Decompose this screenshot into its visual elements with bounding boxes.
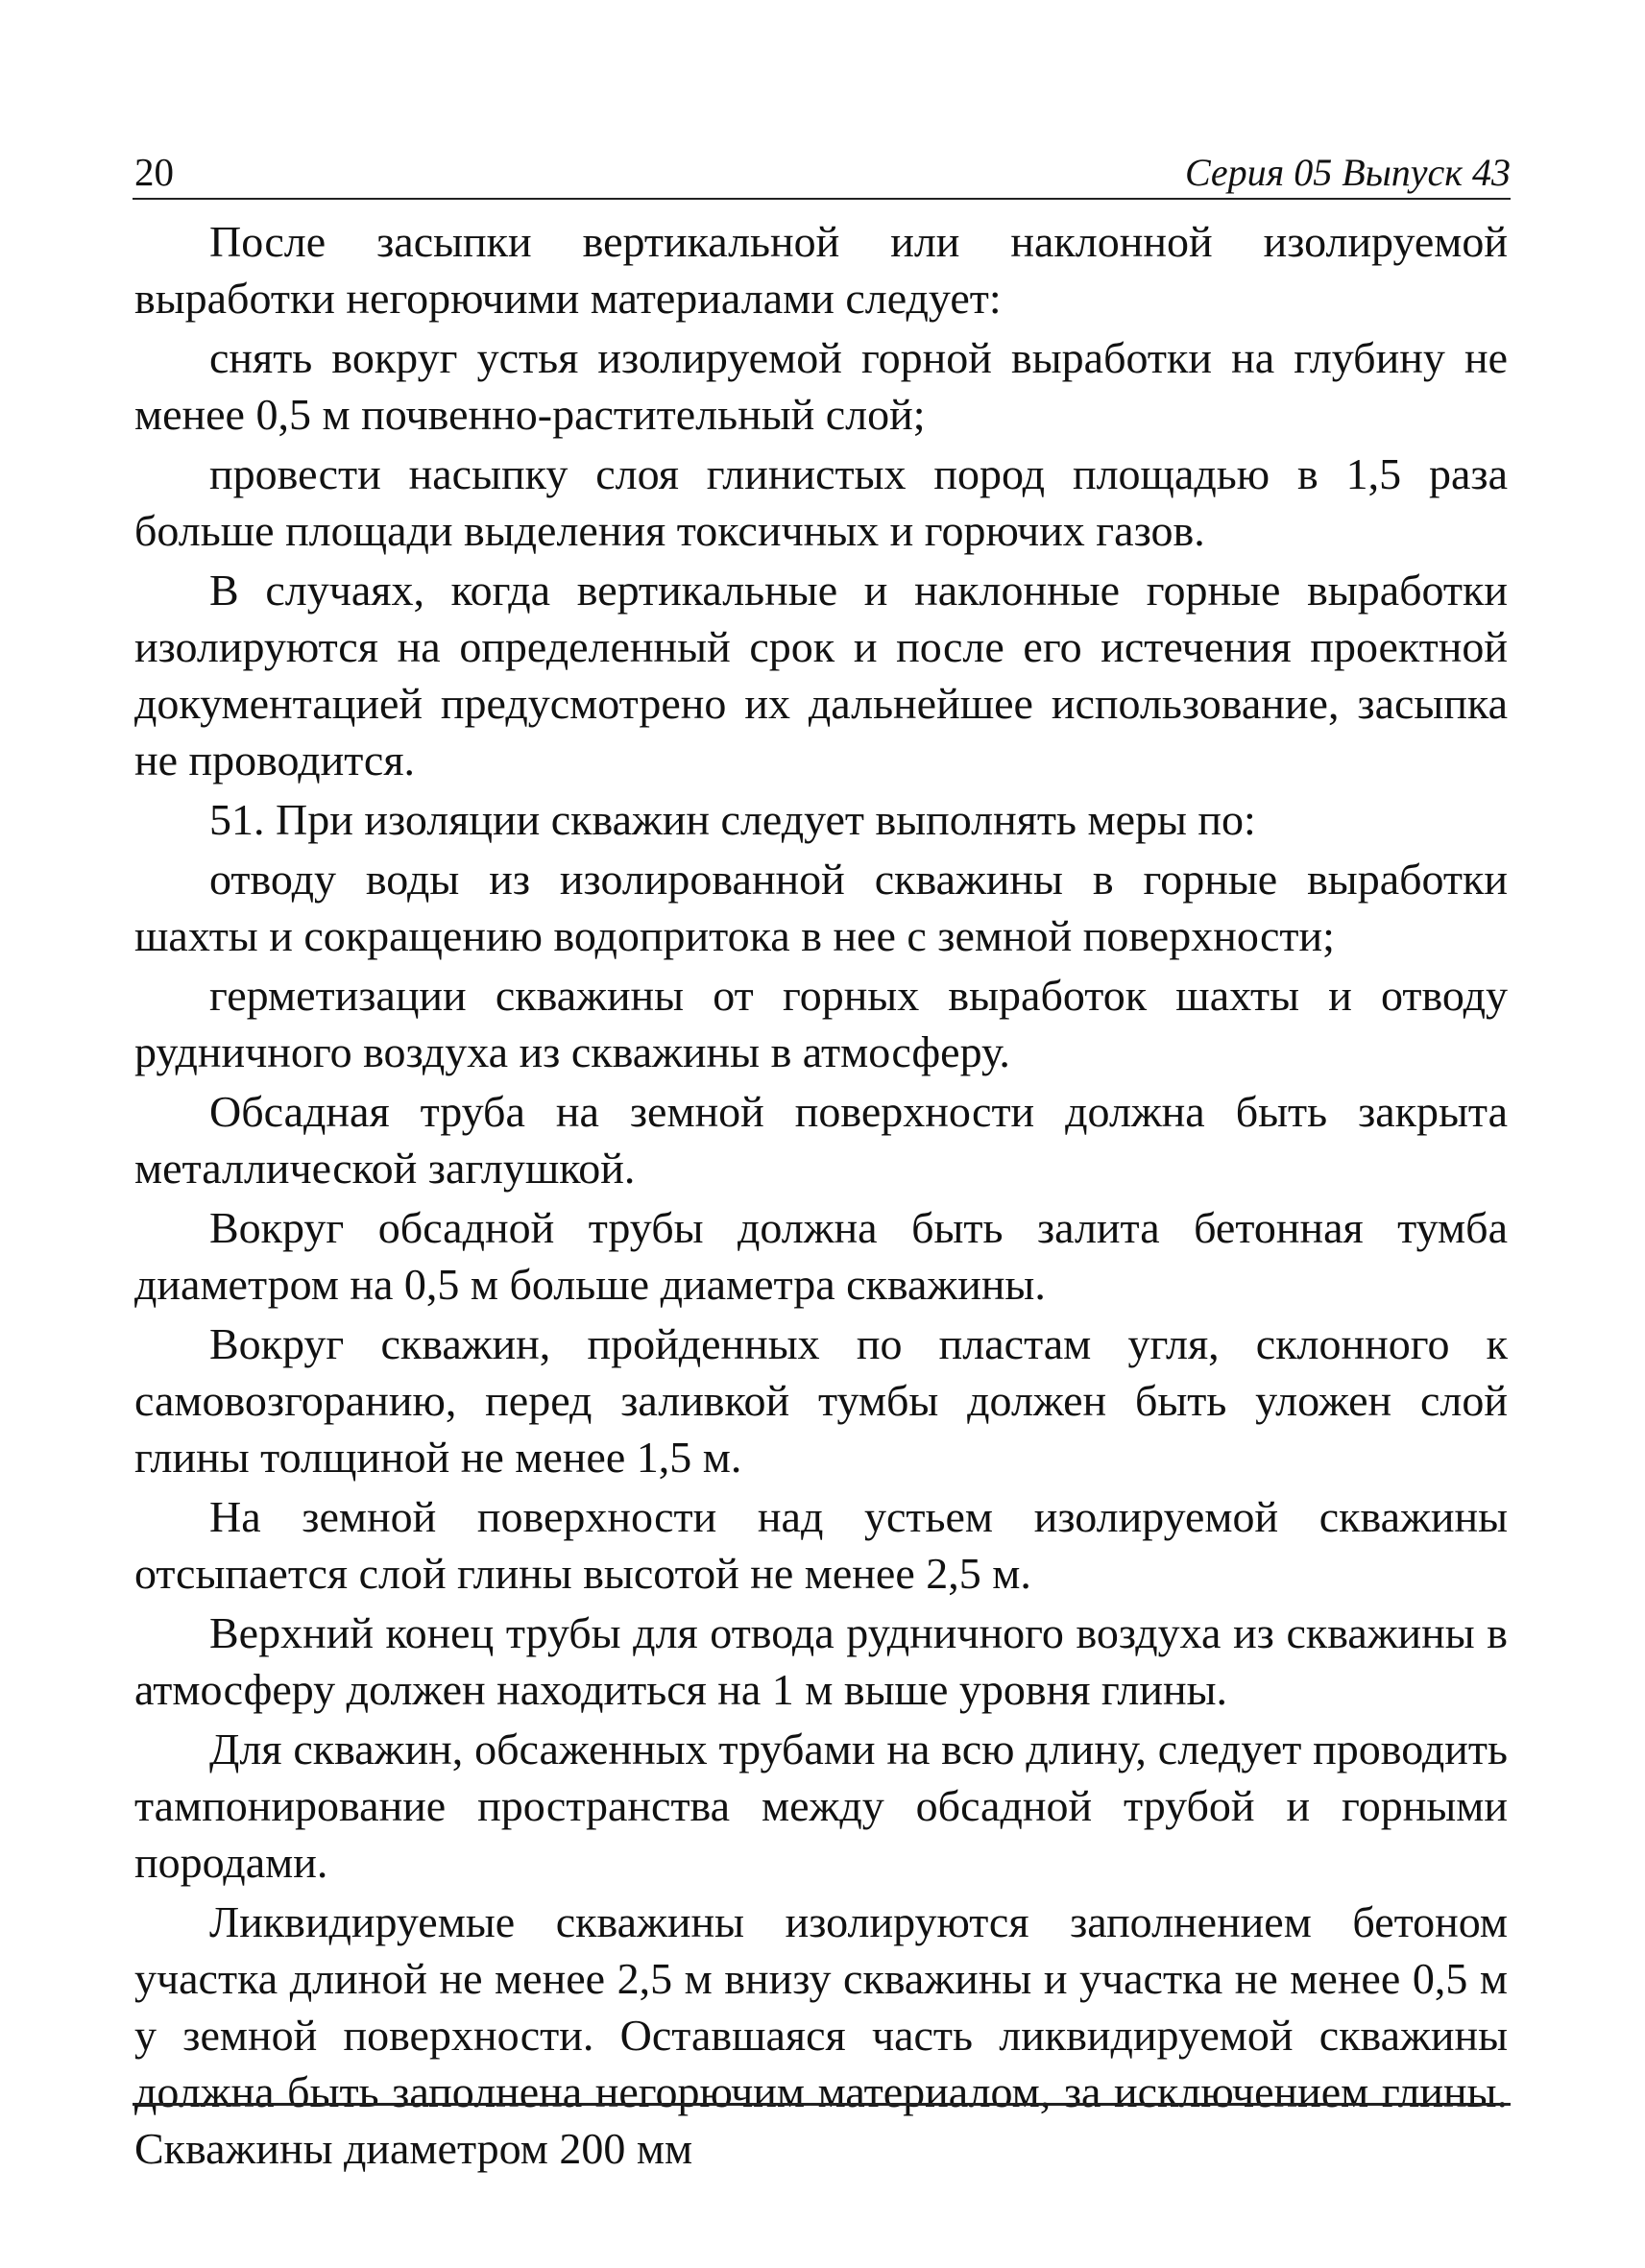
running-title: Серия 05 Выпуск 43 [1184, 151, 1511, 194]
paragraph: Вокруг скважин, пройденных по пластам угля, склонного к самовозгоранию, перед заливкой тумбы должен быть уложен слой глины толщиной не менее 1,5 м. [134, 1319, 1508, 1482]
paragraph: На земной поверхности над устьем изолируемой скважины отсыпается слой глины высотой не менее 2,5 м. [134, 1492, 1508, 1598]
paragraph: Обсадная труба на земной поверхности должна быть закрыта металлической заглушкой. [134, 1087, 1508, 1193]
paragraph: Для скважин, обсаженных трубами на всю длину, следует проводить тампонирование пространства между обсадной трубой и горными породами. [134, 1725, 1508, 1887]
page-header [133, 144, 1511, 200]
body-text [134, 213, 1508, 2180]
paragraph: снять вокруг устья изолируемой горной выработки на глубину не менее 0,5 м почвенно-растительный слой; [134, 333, 1508, 439]
paragraph: отводу воды из изолированной скважины в горные выработки шахты и сокращению водопритока в нее с земной поверхности; [134, 855, 1508, 960]
paragraph: Вокруг обсадной трубы должна быть залита бетонная тумба диаметром на 0,5 м больше диаметра скважины. [134, 1203, 1508, 1309]
paragraph: В случаях, когда вертикальные и наклонные горные выработки изолируются на определенный срок и после его истечения проектной документацией предусмотрено их дальнейшее использование, засыпка не проводится. [134, 566, 1508, 784]
page-number: 20 [134, 150, 174, 194]
paragraph: Верхний конец трубы для отвода рудничного воздуха из скважины в атмосферу должен находиться на 1 м выше уровня глины. [134, 1608, 1508, 1714]
paragraph: герметизации скважины от горных выработок шахты и отводу рудничного воздуха из скважины в атмосферу. [134, 971, 1508, 1076]
paragraph: провести насыпку слоя глинистых пород площадью в 1,5 раза больше площади выделения токсичных и горючих газов. [134, 449, 1508, 555]
bottom-divider [133, 2103, 1511, 2106]
paragraph: 51. При изоляции скважин следует выполнять меры по: [209, 795, 1256, 844]
paragraph: Ликвидируемые скважины изолируются заполнением бетоном участка длиной не менее 2,5 м внизу скважины и участка не менее 0,5 м у земной поверхности. Оставшаяся часть ликвидируемой скважины должна быть заполнена негорючим материалом, за исключением глины. Скважины диаметром 200 мм [134, 1897, 1508, 2173]
paragraph: После засыпки вертикальной или наклонной изолируемой выработки негорючими материалами следует: [134, 217, 1508, 323]
